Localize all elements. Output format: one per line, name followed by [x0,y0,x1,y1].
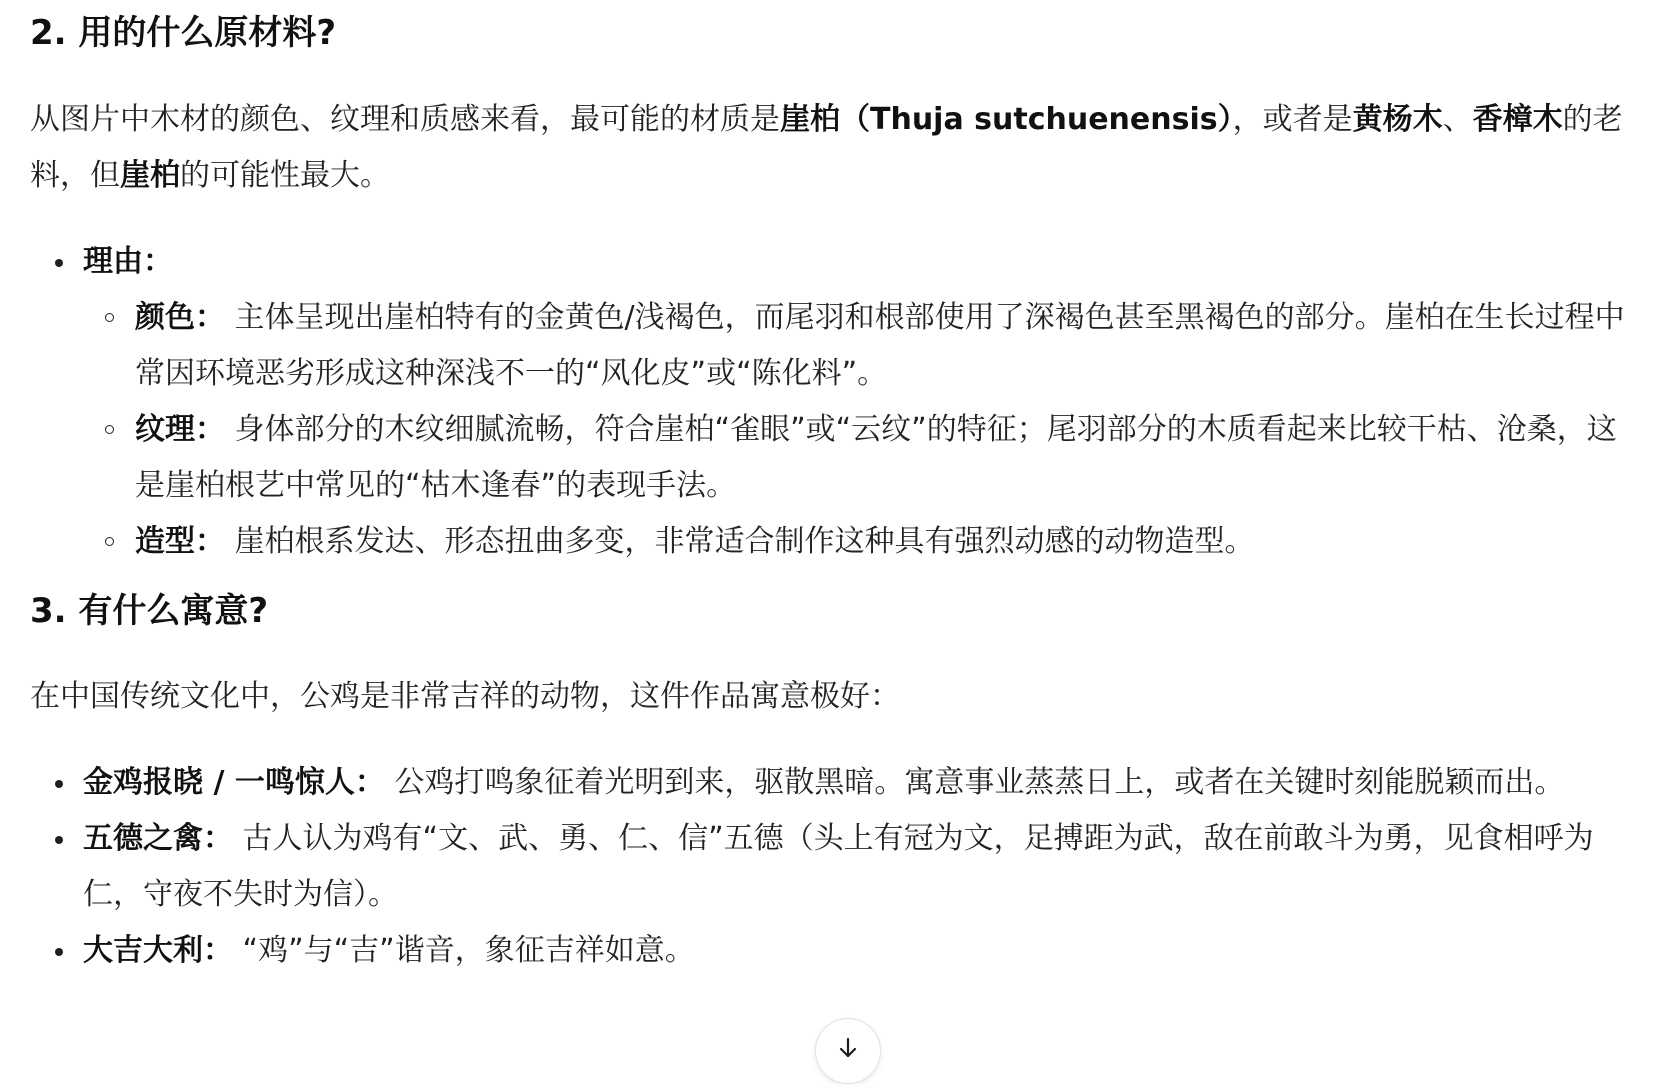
sublist-label: 纹理： [135,411,225,447]
sublist-text: 崖柏根系发达、形态扭曲多变，非常适合制作这种具有强烈动感的动物造型。 [225,523,1255,559]
list-item-label: 五德之禽： [83,821,233,857]
sublist-item-color [83,290,1630,402]
list-item-label: 金鸡报晓 / 一鸣惊人： [83,765,385,801]
intro-text-4: 的老料，但 [30,101,1623,193]
list-item-text: 公鸡打鸣象征着光明到来，驱散黑暗。寓意事业蒸蒸日上，或者在关键时刻能脱颖而出。 [384,765,1565,801]
sublist-item-shape [83,514,1630,570]
intro-text-2: ，或者是 [1232,101,1353,137]
heading-materials: 2. 用的什么原材料? [30,13,337,53]
sublist-text: 身体部分的木纹细腻流畅，符合崖柏“雀眼”或“云纹”的特征；尾羽部分的木质看起来比较干枯、沧桑，这是崖柏根艺中常见的“枯木逢春”的表现手法。 [135,411,1617,503]
intro-text-3: 、 [1442,101,1473,137]
list-item-reasons [30,234,1630,570]
list-item-text: 古人认为鸡有“文、武、勇、仁、信”五德（头上有冠为文，足搏距为武，敌在前敢斗为勇，见食相呼为仁，守夜不失时为信）。 [83,821,1594,913]
list-item-text: “鸡”与“吉”谐音，象征吉祥如意。 [233,933,695,969]
meaning-intro: 在中国传统文化中，公鸡是非常吉祥的动物，这件作品寓意极好： [30,679,900,715]
list-item-label: 大吉大利： [83,933,233,969]
intro-text-5: 的可能性最大。 [180,157,390,193]
reason-label: 理由： [83,243,173,279]
intro-bold-cliff-cypress-2: 崖柏 [120,157,180,193]
list-item-golden-rooster [30,755,1630,811]
intro-bold-cliff-cypress: 崖柏（Thuja sutchuenensis） [780,101,1233,137]
list-item-good-luck [30,923,1630,979]
intro-text-1: 从图片中木材的颜色、纹理和质感来看，最可能的材质是 [30,101,780,137]
sublist-label: 颜色： [135,299,225,335]
heading-meaning: 3. 有什么寓意? [30,590,269,631]
sublist-text: 主体呈现出崖柏特有的金黄色/浅褐色，而尾羽和根部使用了深褐色甚至黑褐色的部分。崖柏在生长过程中常因环境恶劣形成这种深浅不一的“风化皮”或“陈化料”。 [135,299,1625,391]
sublist-item-grain [83,402,1630,514]
chat-response-content [30,0,1630,979]
reason-sublist [83,290,1630,570]
meaning-list [30,755,1630,979]
materials-intro [30,92,1630,204]
intro-bold-boxwood: 黄杨木 [1352,101,1443,137]
arrow-down-icon [836,1019,860,1064]
intro-bold-camphor: 香樟木 [1472,101,1563,137]
scroll-to-bottom-button[interactable] [815,1018,881,1084]
list-item-five-virtues [30,811,1630,923]
reasons-list [30,234,1630,570]
sublist-label: 造型： [135,523,225,559]
